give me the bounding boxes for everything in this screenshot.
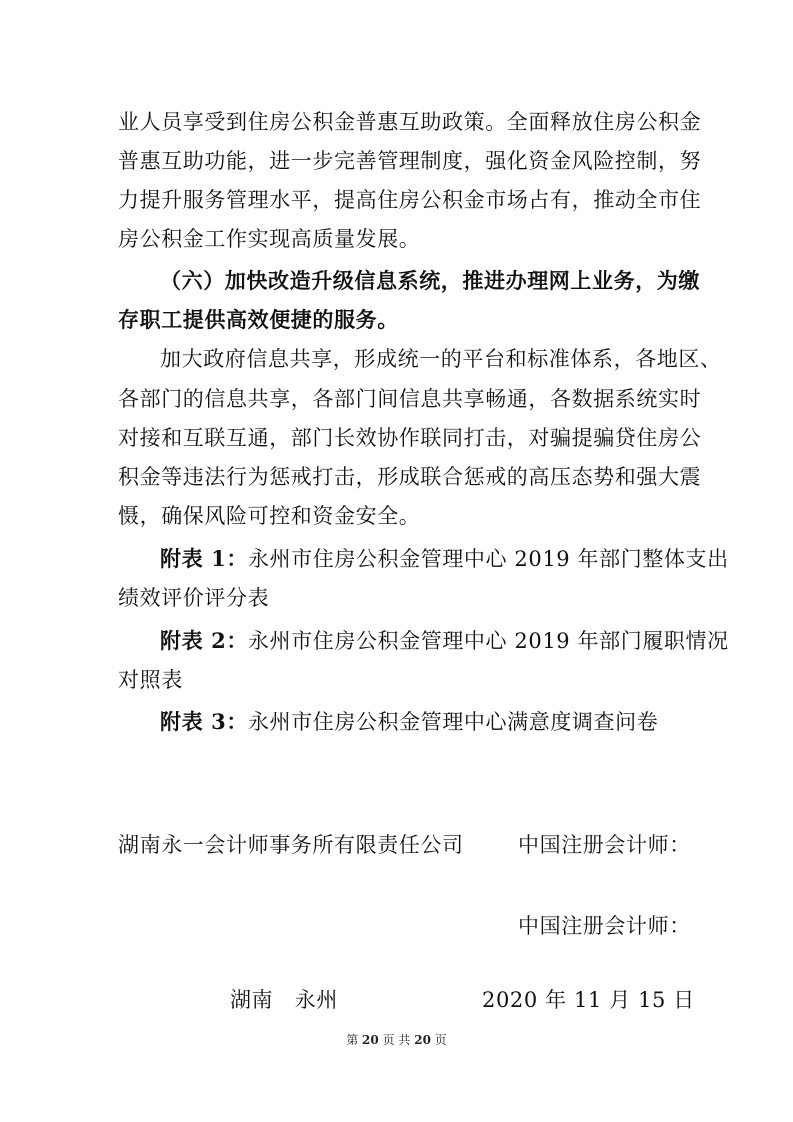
footer-middle: 页 共 bbox=[382, 1033, 411, 1047]
body-line: 普惠互助功能，进一步完善管理制度，强化资金风险控制，努 bbox=[118, 149, 702, 173]
attachment-label: 附表 2： bbox=[160, 628, 248, 653]
body-line: 加大政府信息共享，形成统一的平台和标准体系，各地区、 bbox=[160, 347, 722, 371]
attachment-title: 永州市住房公积金管理中心 2019 年部门整体支出 bbox=[247, 547, 729, 571]
body-line: 对接和互联互通，部门长效协作联同打击，对骗提骗贷住房公 bbox=[118, 426, 702, 450]
attachment-title: 永州市住房公积金管理中心 2019 年部门履职情况 bbox=[247, 629, 729, 653]
attachment-label: 附表 1： bbox=[160, 546, 248, 571]
attachment-1 bbox=[160, 544, 729, 574]
signature-date: 2020 年 11 月 15 日 bbox=[482, 988, 695, 1012]
attachment-title-cont: 对照表 bbox=[118, 668, 183, 692]
cpa-label: 中国注册会计师： bbox=[518, 914, 691, 938]
page-footer bbox=[0, 1032, 793, 1048]
section-heading: （六）加快改造升级信息系统，推进办理网上业务，为缴 bbox=[160, 268, 700, 293]
attachment-title: 永州市住房公积金管理中心满意度调查问卷 bbox=[247, 710, 659, 734]
body-line: 各部门的信息共享，各部门间信息共享畅通，各数据系统实时 bbox=[118, 387, 702, 411]
attachment-3 bbox=[160, 707, 658, 737]
footer-prefix: 第 bbox=[346, 1033, 359, 1047]
attachment-label: 附表 3： bbox=[160, 709, 248, 734]
footer-suffix: 页 bbox=[434, 1033, 447, 1047]
cpa-label: 中国注册会计师： bbox=[518, 833, 691, 857]
firm-name: 湖南永一会计师事务所有限责任公司 bbox=[118, 833, 464, 857]
body-line: 慑，确保风险可控和资金安全。 bbox=[118, 504, 421, 528]
page-number: 20 bbox=[362, 1033, 379, 1047]
total-pages: 20 bbox=[414, 1033, 431, 1047]
attachment-title-cont: 绩效评价评分表 bbox=[118, 586, 270, 610]
body-line: 力提升服务管理水平，提高住房公积金市场占有，推动全市住 bbox=[118, 188, 702, 212]
body-line: 积金等违法行为惩戒打击，形成联合惩戒的高压态势和强大震 bbox=[118, 465, 702, 489]
body-line: 业人员享受到住房公积金普惠互助政策。全面释放住房公积金 bbox=[118, 110, 702, 134]
location: 湖南 永州 bbox=[230, 988, 338, 1012]
section-heading: 存职工提供高效便捷的服务。 bbox=[118, 307, 399, 332]
body-line: 房公积金工作实现高质量发展。 bbox=[118, 227, 421, 251]
attachment-2 bbox=[160, 626, 729, 656]
